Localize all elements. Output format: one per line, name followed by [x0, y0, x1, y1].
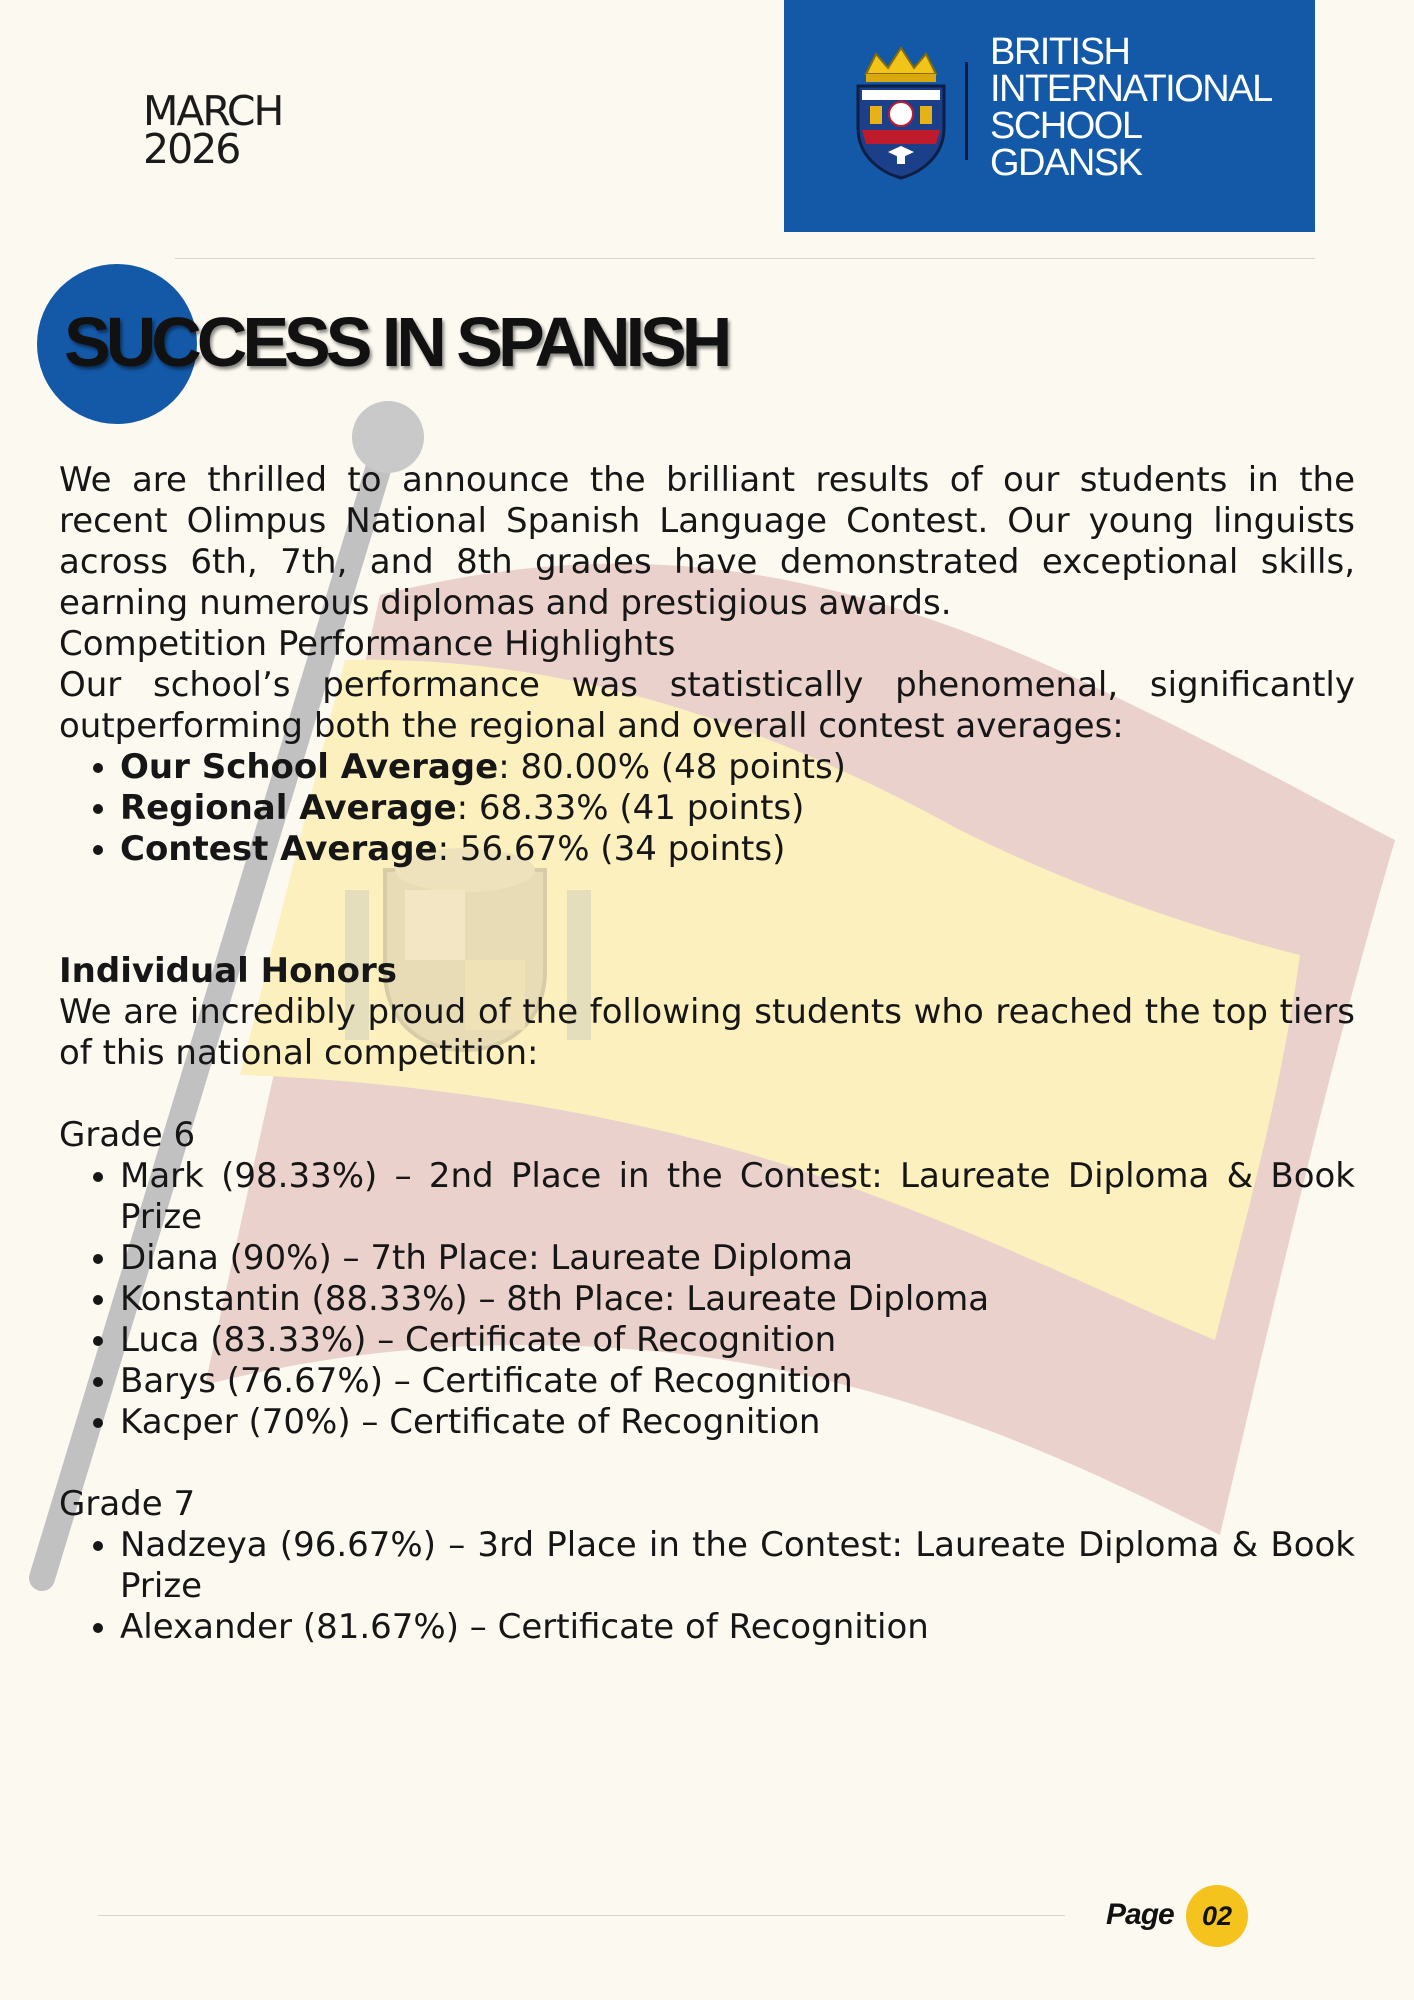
list-item: • Barys (76.67%) – Certificate of Recognition [120, 1361, 1355, 1402]
school-name-line: GDANSK [990, 142, 1142, 184]
spacer [59, 870, 1355, 951]
list-item: • Diana (90%) – 7th Place: Laureate Diploma [120, 1238, 1355, 1279]
list-item: • Luca (83.33%) – Certificate of Recognition [120, 1320, 1355, 1361]
list-item [120, 829, 1355, 870]
honors-paragraph: We are incredibly proud of the following students who reached the top tiers of this national competition: [59, 992, 1355, 1073]
issue-year: 2026 [143, 125, 240, 173]
grade-6-list [59, 1156, 1355, 1443]
issue-date [143, 87, 283, 173]
school-logo-banner [784, 0, 1315, 232]
page-label: Page [1106, 1898, 1174, 1931]
logo-divider [965, 62, 968, 160]
school-name [990, 31, 1272, 184]
page-number-badge [1186, 1885, 1248, 1947]
averages-list [59, 747, 1355, 870]
header-divider [175, 258, 1315, 259]
honors-heading [59, 951, 1355, 992]
school-name-line: INTERNATIONAL [990, 68, 1272, 110]
list-item [120, 747, 1355, 788]
issue-month: MARCH [143, 87, 283, 135]
average-value: : 56.67% (34 points) [437, 829, 786, 869]
average-label: Our School Average [120, 747, 499, 787]
page-number: 02 [1201, 1900, 1233, 1931]
list-item: • Alexander (81.67%) – Certificate of Recognition [120, 1607, 1355, 1648]
article-body [59, 460, 1355, 1648]
school-crest-icon [852, 46, 950, 180]
highlights-heading: Competition Performance Highlights [59, 624, 676, 664]
list-item [120, 788, 1355, 829]
intro-paragraph: We are thrilled to announce the brilliant results of our students in the recent Olimpus National Spanish Language Contest. Our young linguists across 6th, 7th, and 8th grades have demonstrated exceptional skills, earning numerous diplomas and prestigious awards. [59, 460, 1355, 623]
average-value: : 80.00% (48 points) [498, 747, 846, 787]
list-item: • Nadzeya (96.67%) – 3rd Place in the Contest: Laureate Diploma & Book Prize [120, 1525, 1355, 1607]
spacer [59, 1074, 1355, 1115]
honors-heading-text: Individual Honors [59, 951, 398, 991]
list-item: • Kacper (70%) – Certificate of Recognition [120, 1402, 1355, 1443]
footer-divider [98, 1915, 1065, 1916]
spacer [59, 1443, 1355, 1484]
list-item: • Mark (98.33%) – 2nd Place in the Contest: Laureate Diploma & Book Prize [120, 1156, 1355, 1238]
average-label: Regional Average [120, 788, 457, 828]
grade-heading: Grade 6 [59, 1115, 196, 1155]
grade-7-list [59, 1525, 1355, 1648]
average-label: Contest Average [120, 829, 438, 869]
list-item: • Konstantin (88.33%) – 8th Place: Laureate Diploma [120, 1279, 1355, 1320]
page-title: SUCCESS IN SPANISH [64, 303, 728, 381]
average-value: : 68.33% (41 points) [456, 788, 805, 828]
highlights-paragraph: Our school’s performance was statistically phenomenal, significantly outperforming both the regional and overall contest averages: [59, 665, 1355, 746]
school-name-line: BRITISH [990, 31, 1130, 73]
grade-heading: Grade 7 [59, 1484, 196, 1524]
school-name-line: SCHOOL [990, 105, 1142, 147]
